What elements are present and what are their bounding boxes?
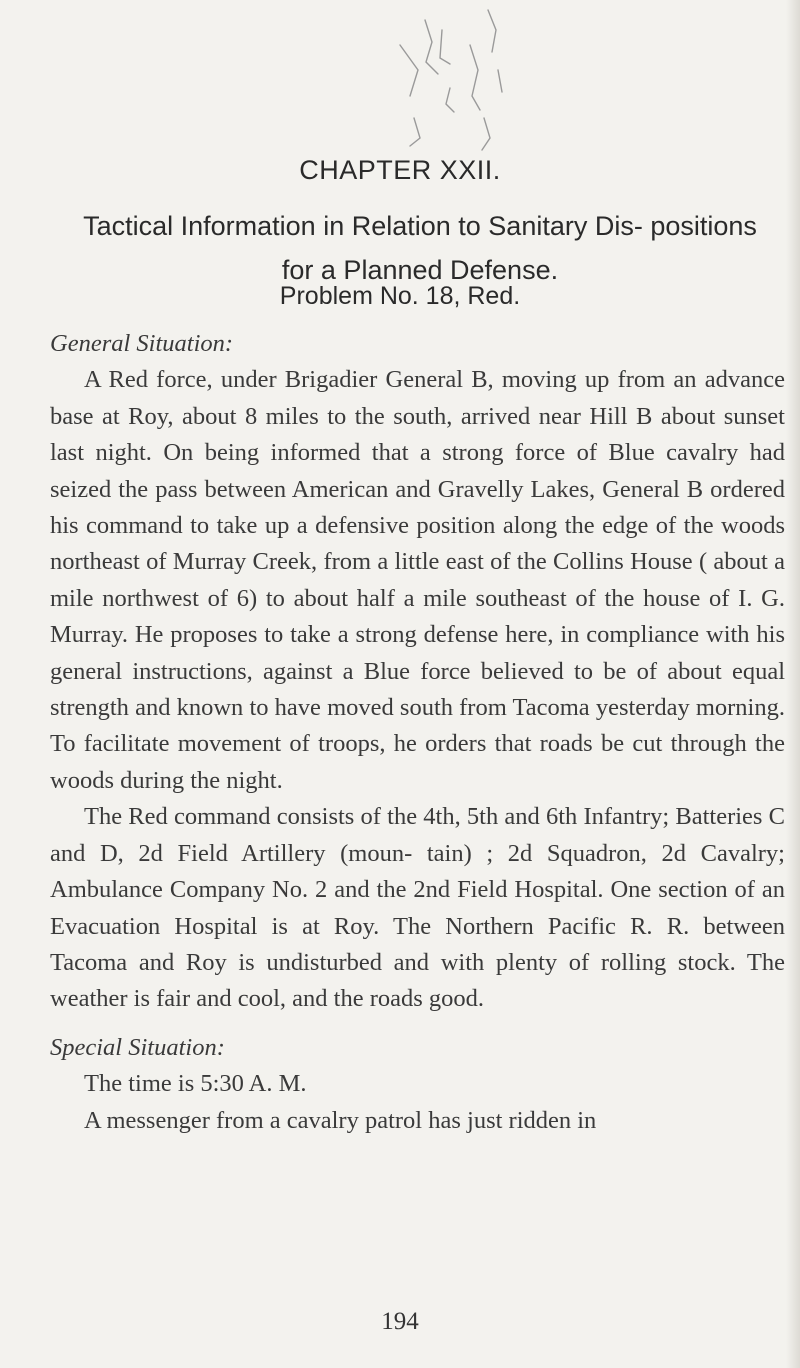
problem-heading: Problem No. 18, Red. [279,282,521,310]
section-gap [50,1018,785,1030]
general-situation-paragraph-1: A Red force, under Brigadier General B, moving up from an advance base at Roy, about 8 miles to the south, arrived near Hill B about sunset last night. On being informed that a strong force of Blue cavalry had seized the pass between American and Gravelly Lakes, General B ordered his command to take up a defensive position along the edge of the woods northeast of Murray Creek, from a little east of the Collins House ( about a mile northwest of 6) to about half a mile southeast of the house of I. G. Murray. He proposes to take a strong defense here, in compliance with his general instructions, against a Blue force believed to be of about equal strength and known to have moved south from Tacoma yesterday morning. To facilitate movement of troops, he orders that roads be cut through the woods during the night. [50,366,785,794]
special-situation-heading: Special Situation: [50,1033,225,1061]
page-number: 194 [381,1308,419,1335]
page-edge-shadow [786,0,800,1368]
chapter-heading: CHAPTER XXII. [299,155,501,185]
general-situation-heading: General Situation: [50,330,234,357]
page-body [50,326,785,1139]
special-situation-time-line: The time is 5:30 A. M. [84,1070,307,1098]
general-situation-paragraph-2: The Red command consists of the 4th, 5th and 6th Infantry; Batteries C and D, 2d Field Artillery (moun- tain) ; 2d Squadron, 2d Cavalry; Ambulance Company No. 2 and the 2nd Field Hospital. One section of an Evacuation Hospital is at Roy. The Northern Pacific R. R. between Tacoma and Roy is undisturbed and with plenty of rolling stock. The weather is fair and cool, and the roads good. [50,803,785,1013]
special-situation-messenger-line: A messenger from a cavalry patrol has just ridden in [84,1106,597,1134]
chapter-title: Tactical Information in Relation to Sanitary Dis- positions for a Planned Defense. [83,211,757,285]
pencil-scribble-mark [380,0,510,160]
